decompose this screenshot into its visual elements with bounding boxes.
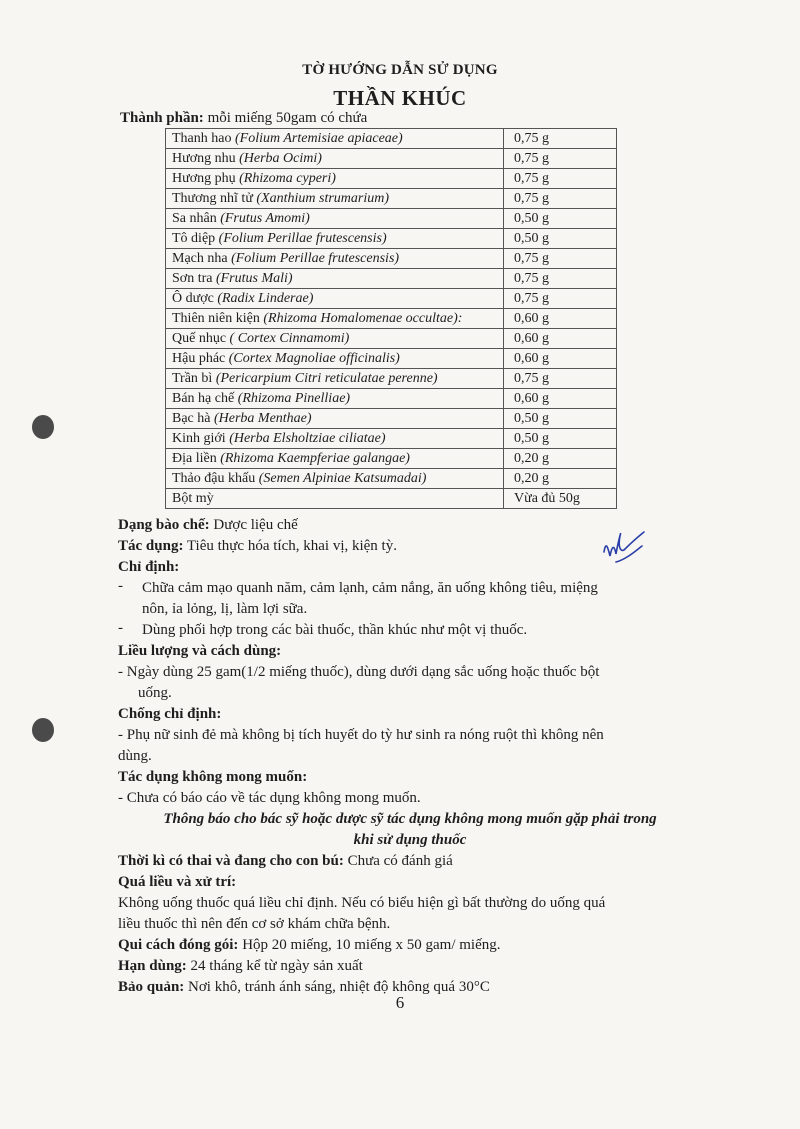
ingredient-name-cell [166, 209, 504, 229]
overdose-line-1: Không uống thuốc quá liều chỉ định. Nếu có biểu hiện gì bất thường do uống quá [118, 895, 606, 911]
ingredient-row [166, 389, 617, 409]
ingredient-row [166, 229, 617, 249]
bullet-dash: - [118, 620, 123, 636]
ingredient-name-cell [166, 409, 504, 429]
ingredient-name-cell [166, 389, 504, 409]
ingredient-row [166, 149, 617, 169]
overdose-heading [118, 872, 718, 893]
ingredient-latin-name: (Herba Ocimi) [239, 151, 322, 166]
ingredient-quantity: 0,50 g [504, 409, 617, 429]
ingredient-latin-name: (Xanthium strumarium) [256, 191, 390, 206]
ingredient-latin-name: (Cortex Magnoliae officinalis) [228, 351, 400, 366]
dosage-form-label: Dạng bào chế: [118, 517, 210, 533]
ingredient-quantity: 0,20 g [504, 449, 617, 469]
ingredient-row [166, 289, 617, 309]
ingredient-row [166, 369, 617, 389]
packaging [118, 935, 718, 956]
usage-heading [118, 641, 718, 662]
ingredient-quantity: Vừa đủ 50g [504, 489, 617, 509]
ingredient-name-cell [166, 269, 504, 289]
ingredient-row [166, 249, 617, 269]
ingredient-name: Bạc hà [172, 411, 211, 426]
contraindications-line-1: - Phụ nữ sinh đẻ mà không bị tích huyết do tỳ hư sinh ra nóng ruột thì không nên [118, 727, 604, 743]
ingredient-latin-name: (Folium Perillae frutescensis) [231, 251, 400, 266]
ingredient-latin-name: (Frutus Mali) [215, 271, 293, 286]
ingredient-name: Thương nhĩ tử [172, 191, 253, 206]
ingredient-quantity: 0,20 g [504, 469, 617, 489]
ingredient-name: Kinh giới [172, 431, 226, 446]
ingredient-name: Tô diệp [172, 231, 216, 246]
ingredient-name-cell [166, 289, 504, 309]
ingredient-quantity: 0,75 g [504, 189, 617, 209]
ingredient-quantity: 0,50 g [504, 429, 617, 449]
ingredient-row [166, 309, 617, 329]
ingredient-quantity: 0,75 g [504, 169, 617, 189]
ingredient-name-cell [166, 369, 504, 389]
ingredient-row [166, 469, 617, 489]
ingredient-name-cell [166, 489, 504, 509]
expiry [118, 956, 718, 977]
effects-label: Tác dụng: [118, 538, 184, 554]
pregnancy-label: Thời kì có thai và đang cho con bú: [118, 853, 344, 869]
bullet-dash: - [118, 578, 123, 594]
effects-text: Tiêu thực hóa tích, khai vị, kiện tỳ. [186, 538, 397, 554]
punch-hole-bottom [32, 718, 54, 742]
ingredient-name-cell [166, 229, 504, 249]
ingredient-name: Bột mỳ [172, 491, 214, 506]
ingredient-name: Thanh hao [172, 131, 232, 146]
storage-text: Nơi khô, tránh ánh sáng, nhiệt độ không quá 30°C [188, 979, 490, 995]
ingredient-latin-name: (Rhizoma Homalomenae occultae): [263, 311, 463, 326]
ingredient-name-cell [166, 449, 504, 469]
contraindications-heading [118, 704, 718, 725]
product-name: THẦN KHÚC [333, 86, 467, 110]
pregnancy [118, 851, 718, 872]
ingredient-row [166, 409, 617, 429]
ingredient-name: Bán hạ chế [172, 391, 235, 406]
expiry-label: Hạn dùng: [118, 958, 187, 974]
indications-label: Chỉ định: [118, 559, 180, 575]
ingredient-name: Sa nhân [172, 211, 217, 226]
dosage-form-text: Dược liệu chế [213, 517, 298, 533]
ingredient-latin-name: (Herba Elsholtziae ciliatae) [229, 431, 386, 446]
ingredient-quantity: 0,60 g [504, 389, 617, 409]
ingredient-latin-name: ( Cortex Cinnamomi) [229, 331, 350, 346]
ingredient-name-cell [166, 249, 504, 269]
ingredient-name: Ô dược [172, 291, 214, 306]
overdose-label: Quá liều và xử trí: [118, 874, 237, 890]
handwritten-signature [598, 522, 658, 574]
ingredient-latin-name: (Rhizoma Pinelliae) [237, 391, 351, 406]
indication-item-2: Dùng phối hợp trong các bài thuốc, thần khúc như một vị thuốc. [142, 622, 528, 638]
ingredient-quantity: 0,75 g [504, 129, 617, 149]
ingredient-row [166, 269, 617, 289]
side-effects-label: Tác dụng không mong muốn: [118, 769, 308, 785]
composition-label: Thành phần: [120, 110, 204, 126]
packaging-label: Qui cách đóng gói: [118, 937, 239, 953]
ingredient-name-cell [166, 329, 504, 349]
ingredient-latin-name: (Semen Alpiniae Katsumadai) [258, 471, 427, 486]
ingredient-name: Quế nhục [172, 331, 227, 346]
ingredient-quantity: 0,75 g [504, 369, 617, 389]
side-effects-notice-line-2: khi sử dụng thuốc [353, 832, 467, 848]
ingredient-name: Sơn tra [172, 271, 213, 286]
ingredient-row [166, 209, 617, 229]
ingredient-quantity: 0,60 g [504, 309, 617, 329]
ingredient-quantity: 0,75 g [504, 269, 617, 289]
ingredient-name-cell [166, 129, 504, 149]
ingredient-latin-name: (Rhizoma Kaempferiae galangae) [220, 451, 410, 466]
ingredient-name-cell [166, 309, 504, 329]
ingredient-latin-name: (Folium Artemisiae apiaceae) [234, 131, 403, 146]
punch-hole-top [32, 415, 54, 439]
ingredient-latin-name: (Frutus Amomi) [220, 211, 310, 226]
overdose-line-2: liều thuốc thì nên đến cơ sở khám chữa bệnh. [118, 916, 391, 932]
ingredient-latin-name: (Folium Perillae frutescensis) [218, 231, 387, 246]
ingredient-name: Trần bì [172, 371, 213, 386]
composition-text: mỗi miếng 50gam có chứa [207, 110, 368, 126]
ingredient-name: Thiên niên kiện [172, 311, 260, 326]
ingredient-name-cell [166, 469, 504, 489]
contraindications-label: Chống chỉ định: [118, 706, 222, 722]
ingredient-name-cell [166, 429, 504, 449]
ingredient-quantity: 0,50 g [504, 209, 617, 229]
ingredient-name: Địa liền [172, 451, 217, 466]
contraindications-line-2: dùng. [118, 748, 152, 764]
side-effects-notice-line-1: Thông báo cho bác sỹ hoặc dược sỹ tác dụng không mong muốn gặp phải trong [163, 811, 657, 827]
usage-line-1: - Ngày dùng 25 gam(1/2 miếng thuốc), dùng dưới dạng sắc uống hoặc thuốc bột [118, 664, 600, 680]
side-effects-heading [118, 767, 718, 788]
ingredients-table [165, 128, 617, 509]
expiry-text: 24 tháng kể từ ngày sản xuất [190, 958, 363, 974]
ingredient-quantity: 0,50 g [504, 229, 617, 249]
ingredient-name: Hương nhu [172, 151, 236, 166]
ingredient-name-cell [166, 349, 504, 369]
composition-intro [120, 110, 367, 127]
ingredient-latin-name: (Radix Linderae) [217, 291, 314, 306]
page-number: 6 [395, 993, 405, 1012]
indication-item-1-line-2: nôn, ỉa lỏng, lị, làm lợi sữa. [142, 601, 308, 617]
ingredient-name-cell [166, 169, 504, 189]
document-title: TỜ HƯỚNG DẪN SỬ DỤNG [302, 62, 498, 78]
ingredient-quantity: 0,60 g [504, 329, 617, 349]
ingredient-quantity: 0,75 g [504, 249, 617, 269]
ingredient-latin-name: (Pericarpium Citri reticulatae perenne) [215, 371, 438, 386]
ingredient-row [166, 429, 617, 449]
ingredient-quantity: 0,75 g [504, 289, 617, 309]
ingredient-row [166, 169, 617, 189]
ingredient-quantity: 0,60 g [504, 349, 617, 369]
ingredient-name: Mạch nha [172, 251, 228, 266]
storage-label: Bảo quản: [118, 979, 185, 995]
ingredient-quantity: 0,75 g [504, 149, 617, 169]
ingredient-name-cell [166, 149, 504, 169]
ingredient-name-cell [166, 189, 504, 209]
ingredient-name: Hương phụ [172, 171, 236, 186]
ingredient-latin-name: (Rhizoma cyperi) [239, 171, 336, 186]
ingredient-row [166, 489, 617, 509]
ingredient-row [166, 129, 617, 149]
pregnancy-text: Chưa có đánh giá [347, 853, 453, 869]
ingredient-row [166, 189, 617, 209]
ingredient-name: Hậu phác [172, 351, 226, 366]
ingredient-row [166, 349, 617, 369]
packaging-text: Hộp 20 miếng, 10 miếng x 50 gam/ miếng. [242, 937, 501, 953]
ingredient-row [166, 449, 617, 469]
side-effects-text: - Chưa có báo cáo về tác dụng không mong muốn. [118, 790, 421, 806]
ingredient-name: Thảo đậu khấu [172, 471, 256, 486]
usage-label: Liều lượng và cách dùng: [118, 643, 282, 659]
usage-line-2: uống. [138, 685, 172, 701]
ingredient-row [166, 329, 617, 349]
indication-item-1-line-1: Chữa cảm mạo quanh năm, cảm lạnh, cảm nắng, ăn uống không tiêu, miệng [142, 580, 598, 596]
ingredient-latin-name: (Herba Menthae) [213, 411, 312, 426]
